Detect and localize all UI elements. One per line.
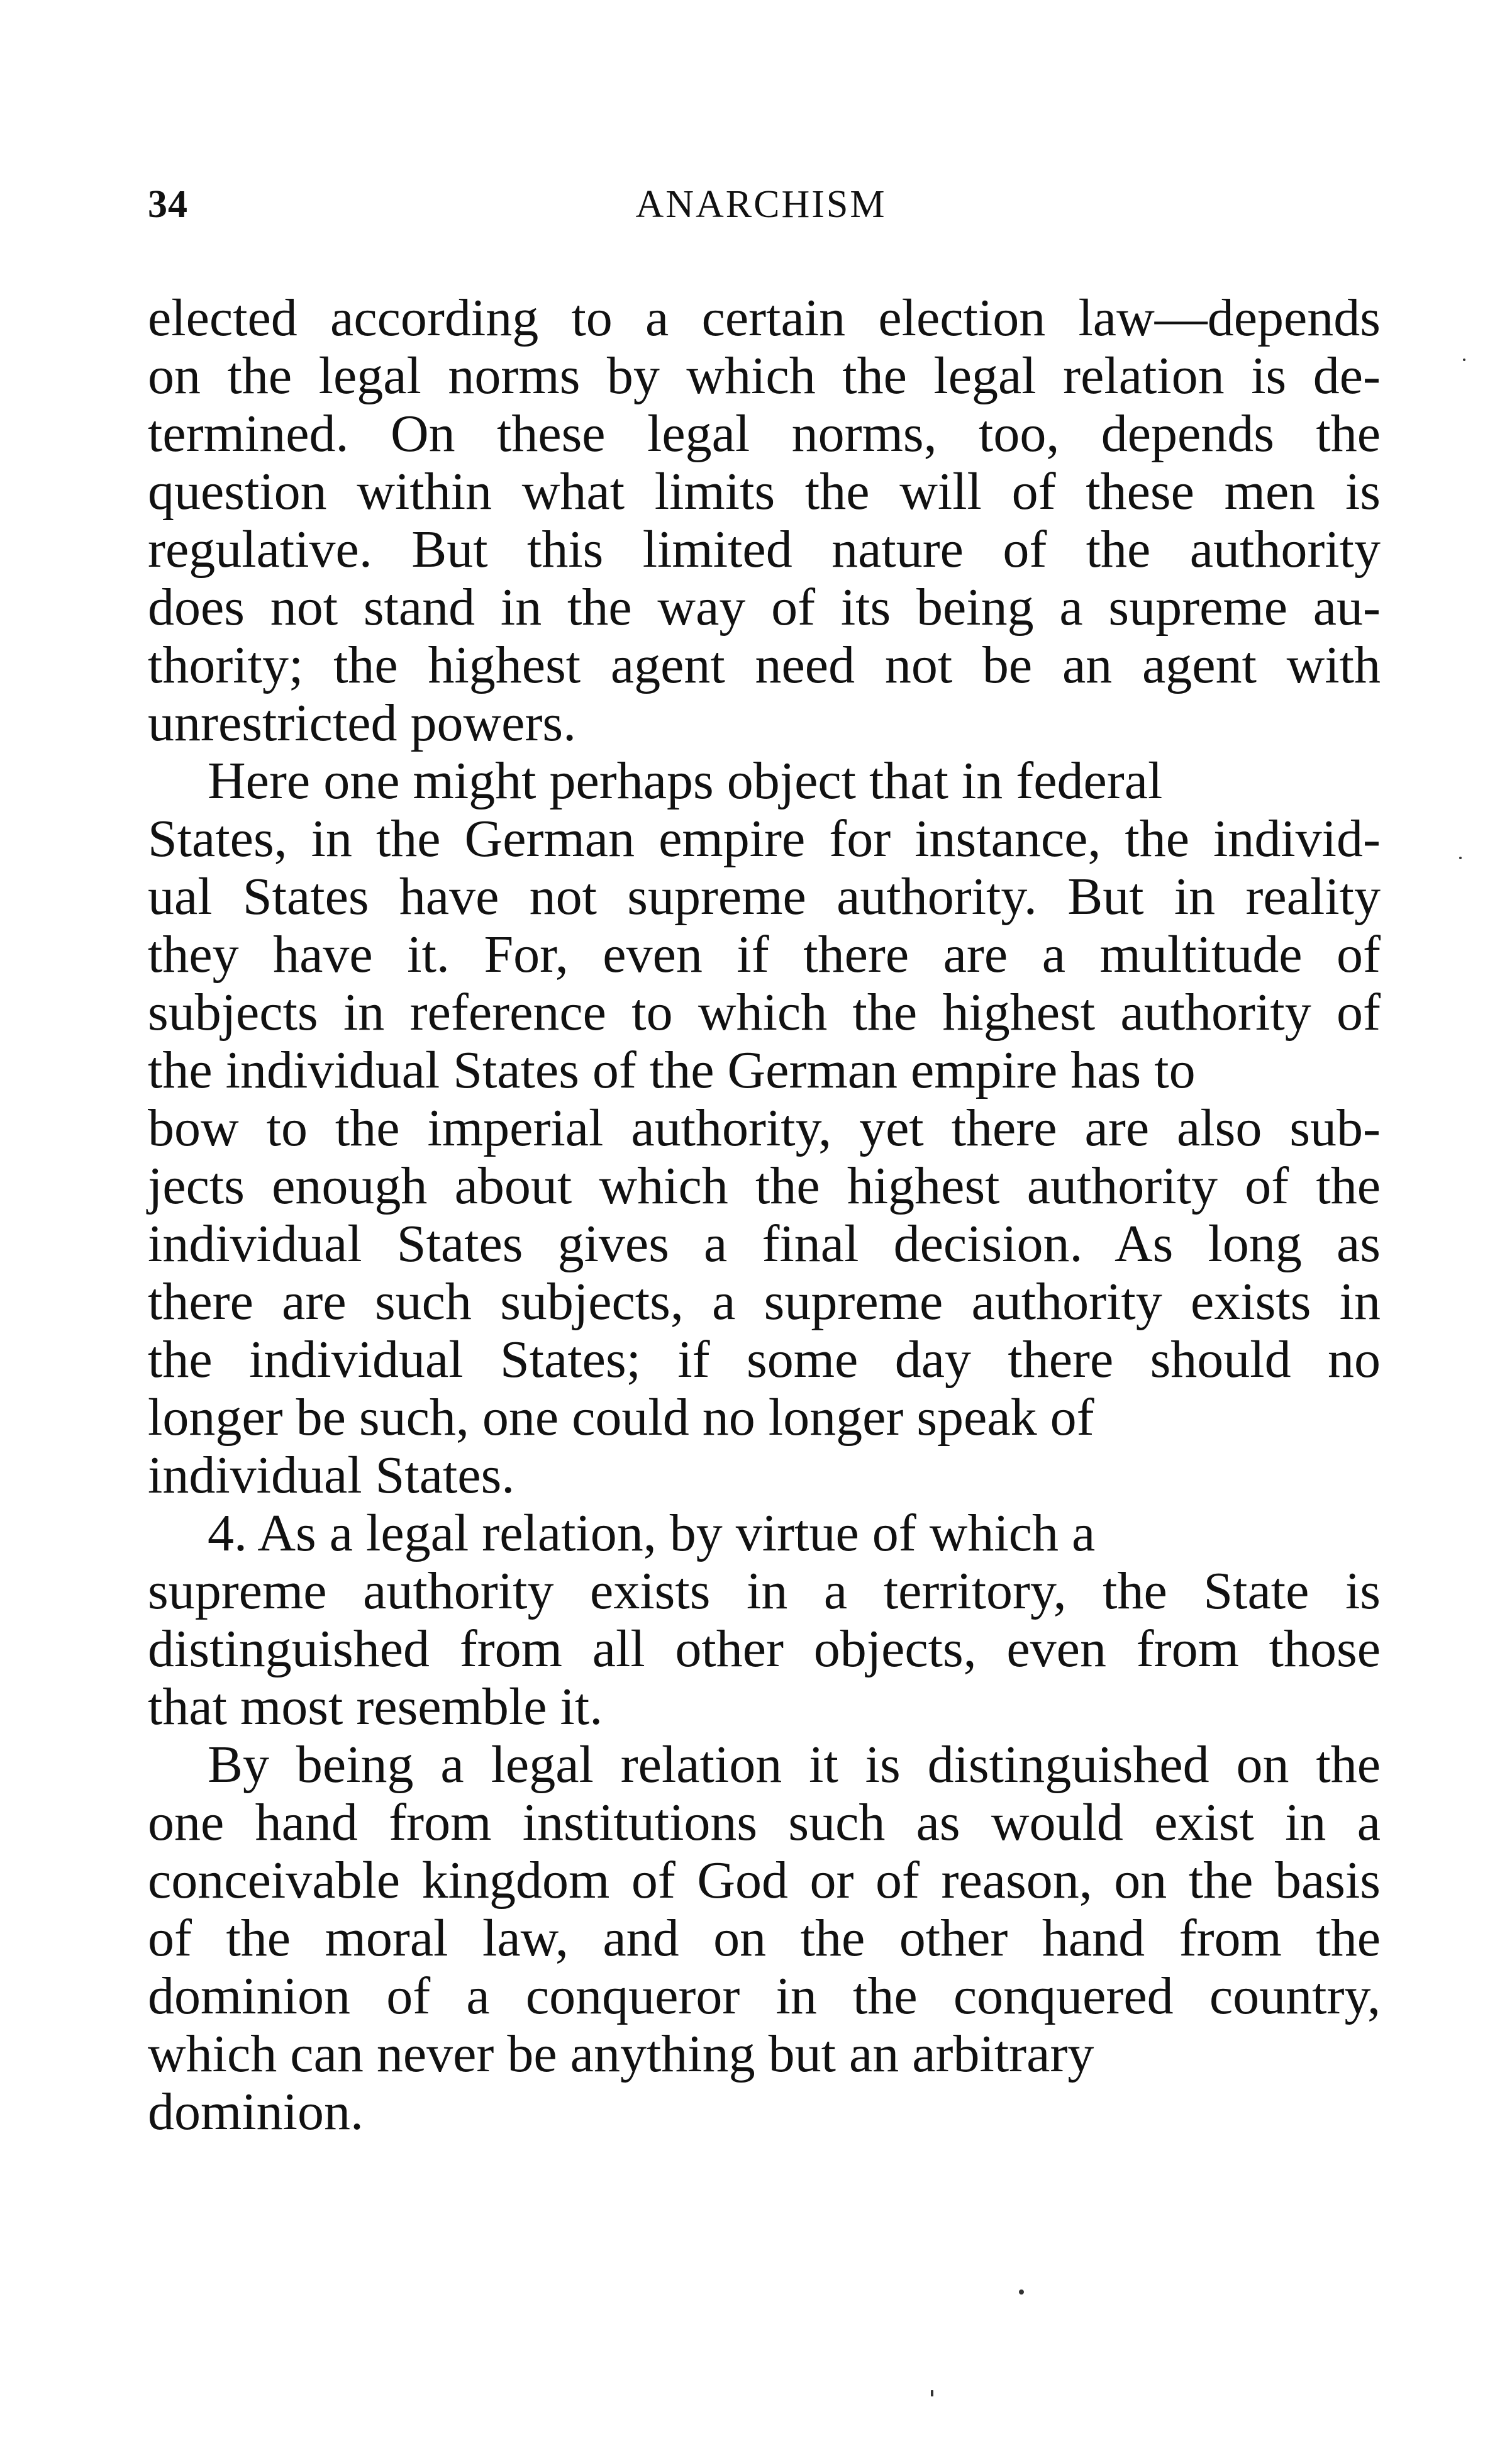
body-text — [148, 289, 1381, 2141]
text-line: that most resemble it. — [148, 1677, 603, 1736]
text-line: subjects in reference to which the highest authority of — [148, 983, 1381, 1042]
text-line: distinguished from all other objects, even from those — [148, 1620, 1381, 1678]
text-line: they have it. For, even if there are a multitude of — [148, 925, 1381, 984]
text-line: By being a legal relation it is distinguished on the — [208, 1735, 1381, 1794]
text-line: jects enough about which the highest authority of the — [148, 1157, 1381, 1215]
running-head — [148, 182, 1374, 239]
text-line: conceivable kingdom of God or of reason, on the basis — [148, 1851, 1381, 1910]
text-line: regulative. But this limited nature of the authority — [148, 520, 1381, 579]
text-line: Here one might perhaps object that in federal — [208, 752, 1163, 810]
text-line: the individual States; if some day there should no — [148, 1330, 1381, 1389]
text-line: bow to the imperial authority, yet there are also sub- — [148, 1099, 1381, 1157]
text-line: the individual States of the German empire has to — [148, 1041, 1196, 1099]
text-line: individual States gives a final decision. As long as — [148, 1215, 1381, 1273]
text-line: on the legal norms by which the legal relation is de- — [148, 347, 1381, 405]
text-line: individual States. — [148, 1446, 515, 1505]
text-line: dominion. — [148, 2083, 364, 2141]
scan-speck — [1459, 857, 1462, 859]
text-line: termined. On these legal norms, too, depends the — [148, 404, 1381, 463]
running-title: ANARCHISM — [635, 183, 887, 226]
text-line: ual States have not supreme authority. But in reality — [148, 867, 1381, 926]
text-line: 4. As a legal relation, by virtue of which a — [208, 1504, 1096, 1562]
scan-speck — [1019, 2289, 1024, 2295]
text-line: there are such subjects, a supreme authority exists in — [148, 1272, 1381, 1331]
text-line: elected according to a certain election law—depends — [148, 289, 1381, 347]
scan-speck — [931, 2390, 933, 2396]
text-line: thority; the highest agent need not be an agent with — [148, 636, 1381, 694]
text-line: unrestricted powers. — [148, 694, 577, 752]
text-line: of the moral law, and on the other hand from the — [148, 1909, 1381, 1967]
text-line: does not stand in the way of its being a supreme au- — [148, 578, 1381, 637]
text-line: longer be such, one could no longer speak of — [148, 1388, 1094, 1447]
text-line: supreme authority exists in a territory, the State is — [148, 1562, 1381, 1620]
text-line: which can never be anything but an arbitrary — [148, 2025, 1094, 2083]
text-line: dominion of a conqueror in the conquered country, — [148, 1967, 1381, 2025]
text-line: States, in the German empire for instance, the individ- — [148, 810, 1381, 868]
page-number: 34 — [148, 183, 188, 226]
text-line: question within what limits the will of these men is — [148, 462, 1381, 521]
scan-speck — [1463, 359, 1465, 361]
text-line: one hand from institutions such as would exist in a — [148, 1793, 1381, 1852]
